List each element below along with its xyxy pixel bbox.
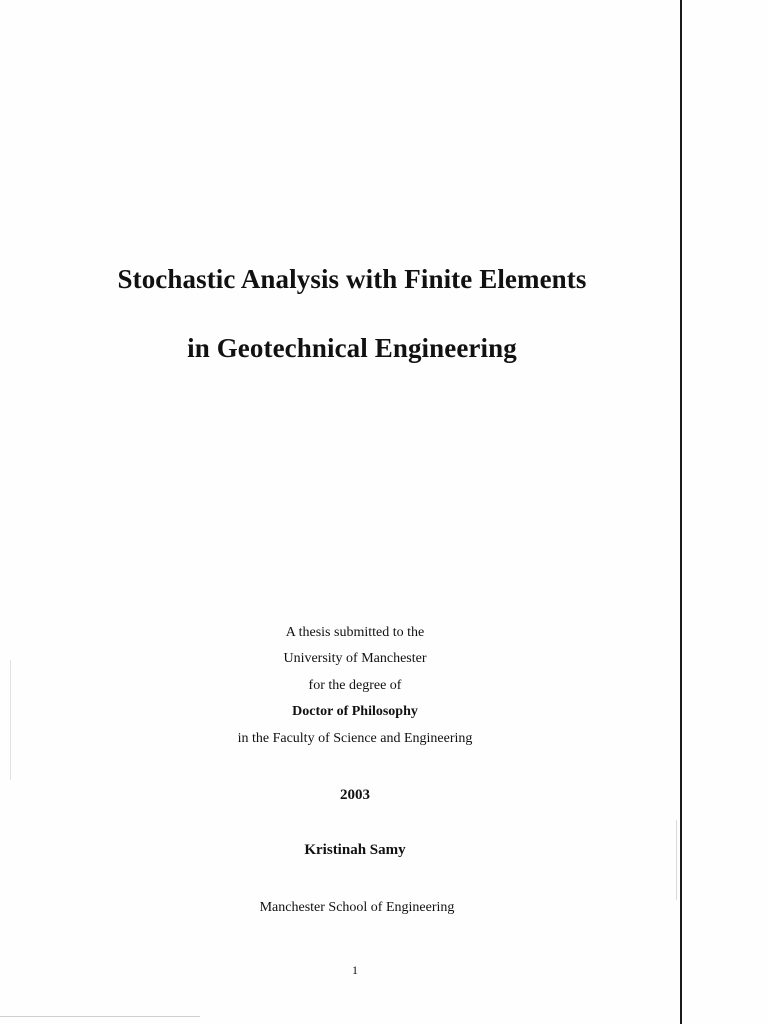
thesis-title-line-1: Stochastic Analysis with Finite Elements [117,264,587,294]
scan-edge-right [680,0,682,1024]
degree-name: Doctor of Philosophy [292,704,418,719]
page-number: 1 [352,963,358,977]
scan-edge-bottom [0,1016,200,1017]
degree-statement: for the degree of [308,678,402,693]
school-name: Manchester School of Engineering [259,900,455,915]
thesis-title-line-2: in Geotechnical Engineering [187,333,517,363]
author-name: Kristinah Samy [304,842,406,858]
submission-year: 2003 [340,787,370,803]
faculty-name: in the Faculty of Science and Engineering [237,731,473,746]
scan-edge-mark [676,820,677,900]
university-name: University of Manchester [283,651,427,666]
submission-statement: A thesis submitted to the [285,625,425,640]
